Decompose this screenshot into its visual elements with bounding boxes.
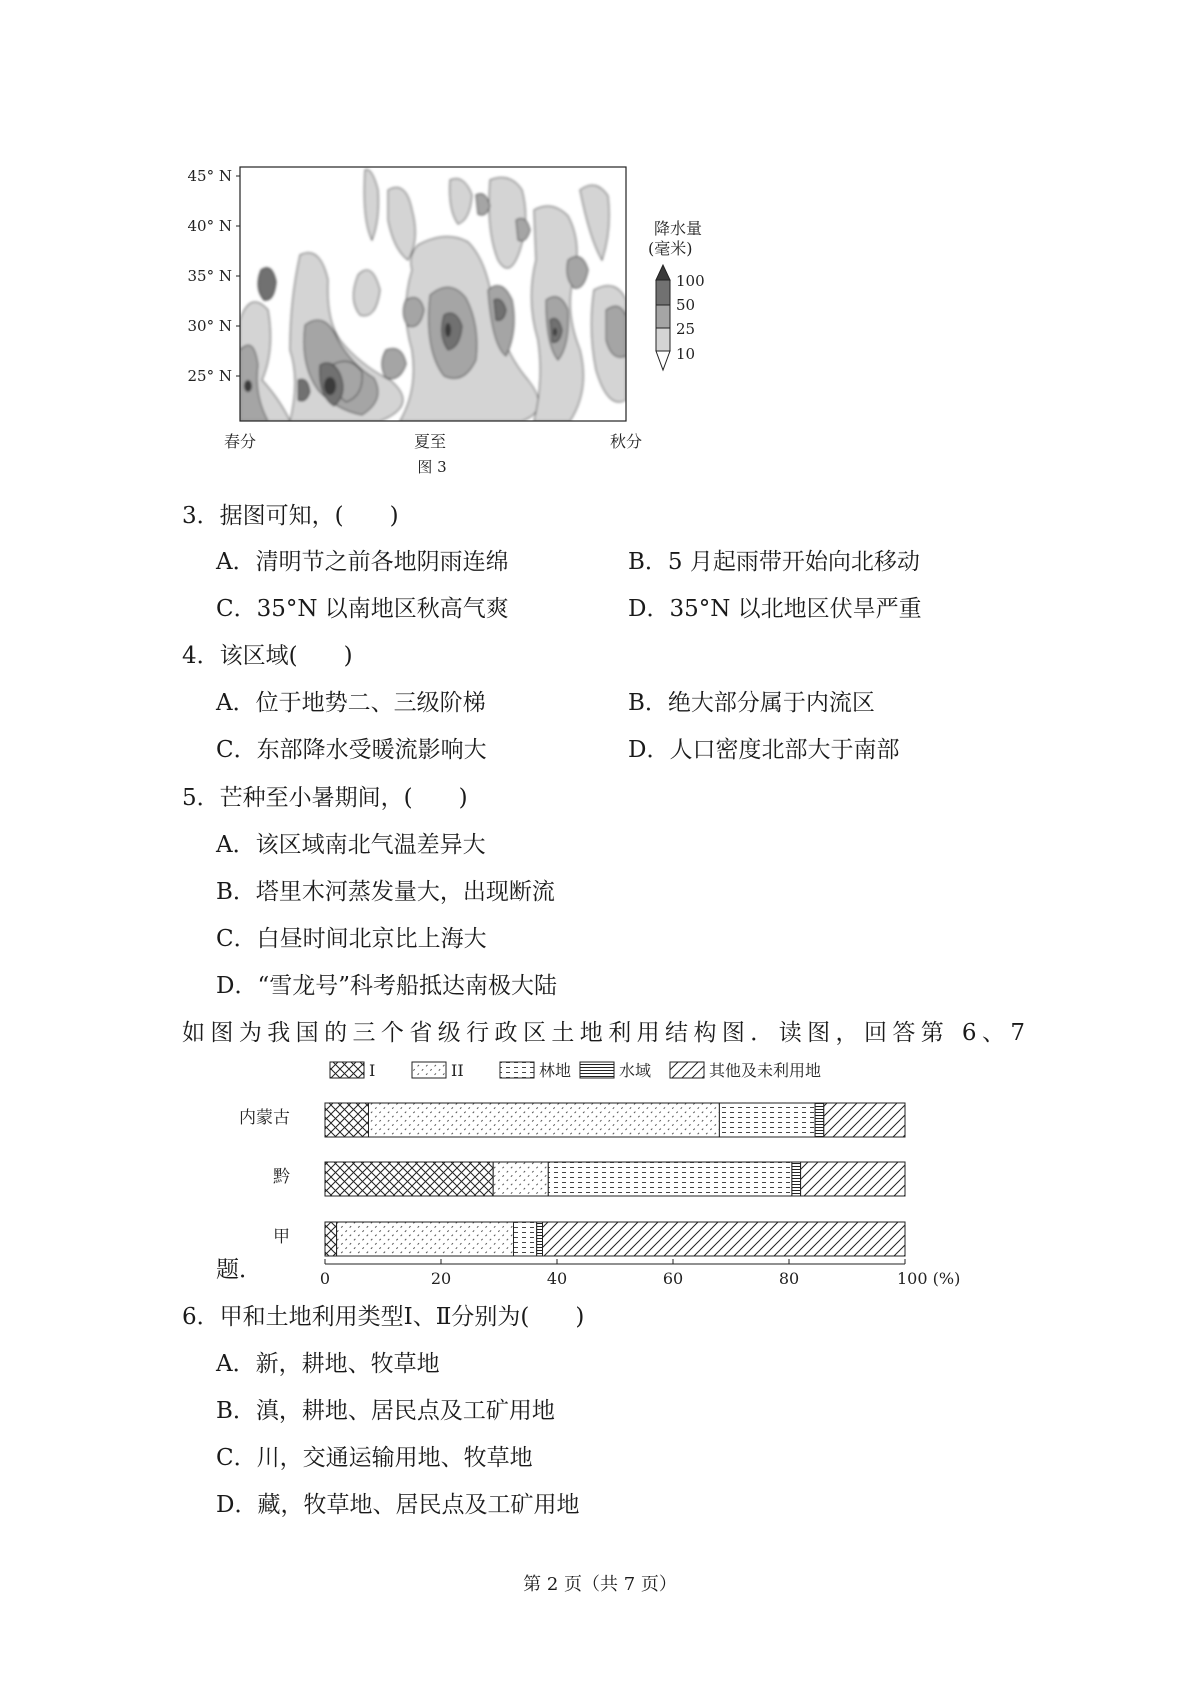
- x-tick-label: 20: [430, 1269, 452, 1288]
- x-label-summer-solstice: 夏至: [413, 432, 447, 451]
- legend-swatch: [330, 1062, 364, 1078]
- category-label: 黔: [273, 1167, 290, 1187]
- category-label: 内蒙古: [239, 1108, 290, 1128]
- question-3-stem: 3．据图可知，( ): [182, 503, 399, 529]
- x-axis-ticks: [320, 1259, 960, 1288]
- bar-segment: [325, 1103, 369, 1137]
- legend-value: 25: [676, 320, 696, 338]
- bar-segment: [337, 1222, 514, 1256]
- question-4-stem: 4．该区域( ): [182, 643, 353, 669]
- legend-swatch: [580, 1062, 614, 1078]
- q4-option-a[interactable]: A．位于地势二、三级阶梯: [216, 690, 486, 716]
- stacked-bars: [325, 1103, 905, 1256]
- q4-option-b[interactable]: B．绝大部分属于内流区: [628, 690, 875, 716]
- x-tick-label: 60: [662, 1269, 684, 1288]
- bar-segment: [543, 1222, 906, 1256]
- legend-unit: (毫米): [648, 239, 693, 258]
- bar-segment: [801, 1162, 905, 1196]
- legend-label: II: [451, 1061, 464, 1080]
- legend-title: 降水量: [654, 219, 703, 238]
- bar-segment: [369, 1103, 720, 1137]
- x-tick-label: 100 (%): [897, 1269, 961, 1288]
- q5-option-c[interactable]: C．白昼时间北京比上海大: [216, 926, 487, 952]
- lat-label: 25° N: [187, 367, 232, 385]
- category-label: 甲: [273, 1227, 290, 1247]
- x-tick-label: 0: [319, 1269, 331, 1288]
- bar-segment: [537, 1222, 543, 1256]
- q3-option-a[interactable]: A．清明节之前各地阴雨连绵: [216, 549, 509, 575]
- bar-segment: [514, 1222, 537, 1256]
- bar-segment: [815, 1103, 824, 1137]
- legend-label: 水域: [619, 1061, 652, 1080]
- bar-segment: [548, 1162, 792, 1196]
- bar-segment: [325, 1222, 337, 1256]
- questions-6-7-intro: 如图为我国的三个省级行政区土地利用结构图．读图，回答第 6、7: [182, 1020, 1025, 1046]
- q3-option-c[interactable]: C．35°N 以南地区秋高气爽: [216, 596, 509, 622]
- legend-label: I: [369, 1061, 376, 1080]
- legend-swatch: [412, 1062, 446, 1078]
- q6-option-b[interactable]: B．滇，耕地、居民点及工矿用地: [216, 1398, 555, 1424]
- bar-segment: [792, 1162, 801, 1196]
- bar-segment: [325, 1162, 493, 1196]
- lat-label: 40° N: [187, 217, 232, 235]
- bar-segment: [719, 1103, 815, 1137]
- questions-6-7-intro-end: 题．: [216, 1257, 262, 1283]
- lat-label: 30° N: [187, 317, 232, 335]
- precipitation-contours: [240, 170, 626, 421]
- x-label-spring-equinox: 春分: [223, 432, 257, 451]
- q4-option-d[interactable]: D．人口密度北部大于南部: [628, 737, 900, 763]
- x-tick-label: 80: [778, 1269, 800, 1288]
- x-tick-label: 40: [546, 1269, 568, 1288]
- bar-segment: [493, 1162, 548, 1196]
- x-label-autumn-equinox: 秋分: [609, 432, 643, 451]
- question-5-stem: 5．芒种至小暑期间，( ): [182, 785, 468, 811]
- precipitation-legend: [648, 219, 705, 370]
- figure-3-precipitation-chart: [150, 150, 710, 475]
- q4-option-c[interactable]: C．东部降水受暖流影响大: [216, 737, 487, 763]
- q6-option-c[interactable]: C．川，交通运输用地、牧草地: [216, 1445, 533, 1471]
- bar-segment: [824, 1103, 905, 1137]
- q5-option-d[interactable]: D．“雪龙号”科考船抵达南极大陆: [216, 973, 557, 999]
- figure-caption: 图 3: [417, 458, 447, 476]
- legend-swatch: [670, 1062, 704, 1078]
- q5-option-b[interactable]: B．塔里木河蒸发量大，出现断流: [216, 879, 555, 905]
- legend-value: 50: [676, 296, 696, 314]
- q3-option-b[interactable]: B．5 月起雨带开始向北移动: [628, 549, 920, 575]
- page-number: 第 2 页（共 7 页）: [523, 1574, 677, 1595]
- q5-option-a[interactable]: A．该区域南北气温差异大: [216, 832, 486, 858]
- q6-option-a[interactable]: A．新，耕地、牧草地: [216, 1351, 440, 1377]
- q3-option-d[interactable]: D．35°N 以北地区伏旱严重: [628, 596, 922, 622]
- legend-label: 林地: [539, 1061, 572, 1080]
- legend-swatch: [500, 1062, 534, 1078]
- land-use-legend: [330, 1061, 821, 1080]
- lat-label: 35° N: [187, 267, 232, 285]
- question-6-stem: 6．甲和土地利用类型Ⅰ、Ⅱ分别为( ): [182, 1304, 585, 1330]
- land-use-bar-chart: [239, 1060, 970, 1288]
- q6-option-d[interactable]: D．藏，牧草地、居民点及工矿用地: [216, 1492, 580, 1518]
- legend-value: 10: [676, 345, 696, 363]
- legend-label: 其他及未利用地: [709, 1061, 822, 1080]
- lat-label: 45° N: [187, 167, 232, 185]
- legend-value: 100: [676, 272, 705, 290]
